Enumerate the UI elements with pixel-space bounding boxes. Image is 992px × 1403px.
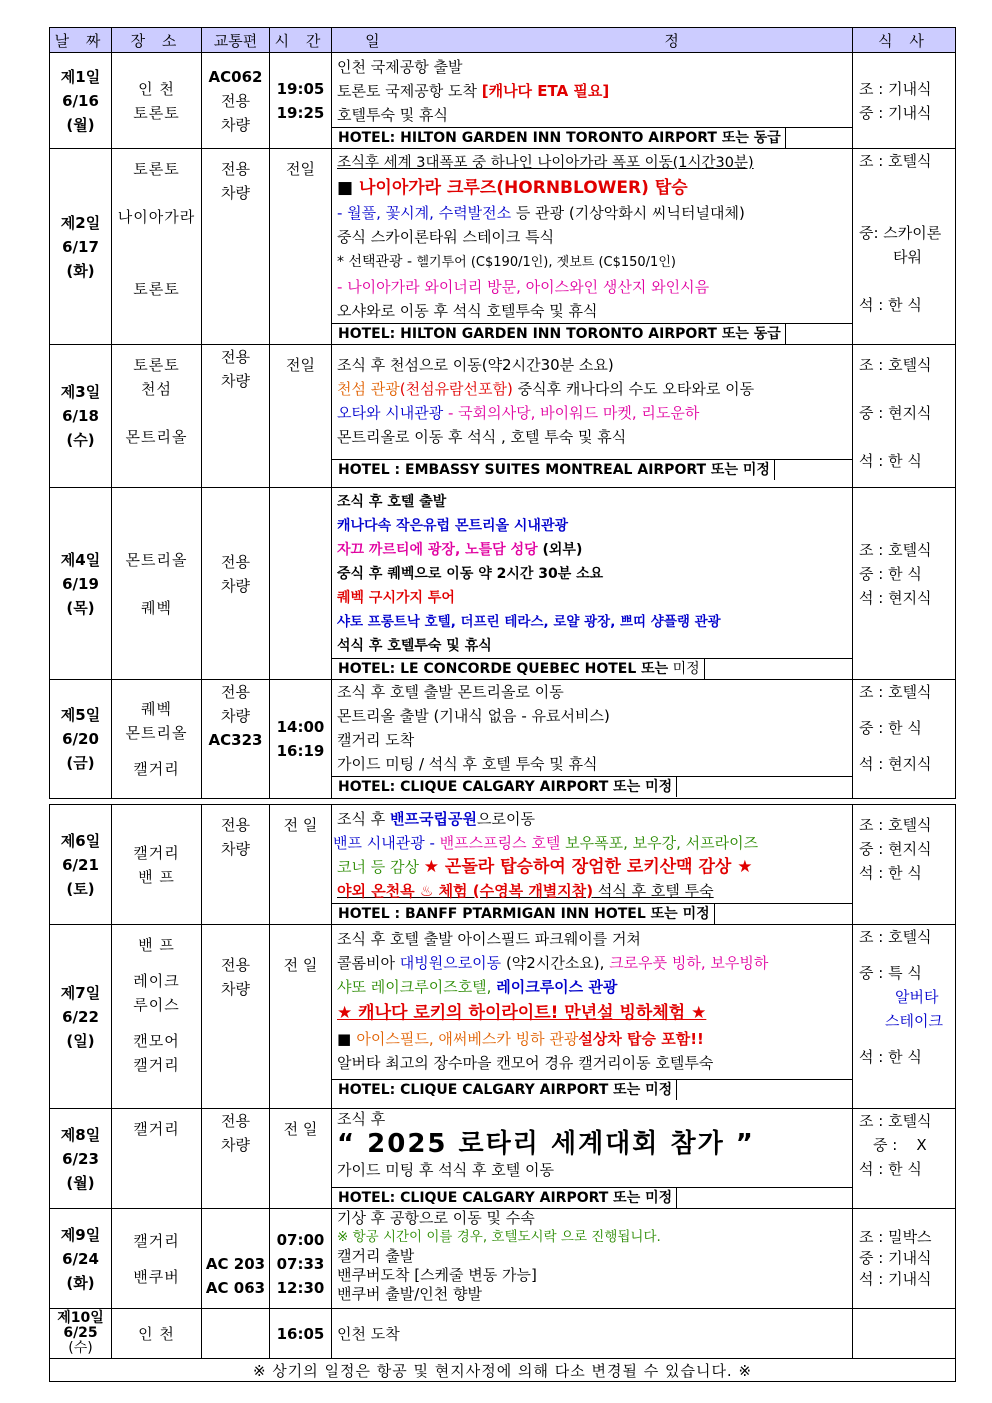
time-cell: 전일 [270, 149, 332, 345]
day-cell: 제8일 6/23 (월) [50, 1109, 112, 1209]
hotel-line: HOTEL: CLIQUE CALGARY AIRPORT 또는 미정 [332, 776, 852, 797]
itinerary-line: 몬트리올 출발 (기내식 없음 - 유료서비스) [337, 707, 610, 725]
itinerary-cell [332, 1209, 853, 1309]
itinerary-line: 인천 국제공항 출발 [337, 58, 463, 76]
transport-cell: 전용 차량 [202, 1109, 270, 1209]
itinerary-line: ★ 캐나다 로키의 하이라이트! 만년설 빙하체험 ★ [337, 1003, 707, 1023]
time-cell: 14:00 16:19 [270, 680, 332, 799]
footer-note-row [50, 1359, 956, 1382]
itinerary-line: 토론토 국제공항 도착 [캐나다 ETA 필요] [337, 82, 610, 100]
itinerary-line: 조식 후 호텔 출발 [337, 494, 447, 510]
itinerary-line: 조식 후 천섬으로 이동(약2시간30분 소요) [337, 356, 614, 374]
day-row-2 [50, 149, 956, 345]
itinerary-line: 조식 후 밴프국립공원으로이동 [337, 810, 535, 828]
day-row-10 [50, 1309, 956, 1359]
place-cell: 캘거리 밴쿠버 [112, 1209, 202, 1309]
header-place: 장 소 [112, 28, 202, 53]
time-cell: 전 일 [270, 925, 332, 1109]
transport-cell: 전용 차량 [202, 925, 270, 1109]
header-meal: 식 사 [853, 28, 956, 53]
itinerary-line: 캘거리 출발 [337, 1247, 415, 1265]
meal-cell: 조 : 기내식 중 : 기내식 [853, 53, 956, 149]
itinerary-line: 기상 후 공항으로 이동 및 수속 [337, 1209, 535, 1227]
day-cell: 제1일 6/16 (월) [50, 53, 112, 149]
itinerary-line: 코너 등 감상 ★ 곤돌라 탑승하여 장엄한 로키산맥 감상 ★ [337, 857, 753, 877]
meal-cell: 조 : 밀박스 중 : 기내식 석 : 기내식 [853, 1209, 956, 1309]
transport-cell: AC 203 AC 063 [202, 1209, 270, 1309]
hotel-line: HOTEL: CLIQUE CALGARY AIRPORT 또는 미정 [332, 1079, 852, 1100]
day-row-1 [50, 53, 956, 149]
day-cell: 제3일 6/18 (수) [50, 345, 112, 488]
day-row-3 [50, 345, 956, 488]
meal-cell: 조 : 호텔식 중 : 한 식 석 : 현지식 [853, 680, 956, 799]
place-cell: 밴 프 레이크 루이스 캔모어 캘거리 [112, 925, 202, 1109]
itinerary-cell [332, 1309, 853, 1359]
transport-cell [202, 1309, 270, 1359]
itinerary-line: 가이드 미팅 후 석식 후 호텔 이동 [337, 1161, 554, 1179]
day-row-7 [50, 925, 956, 1109]
day-cell: 제4일 6/19 (목) [50, 488, 112, 680]
place-cell: 캘거리 [112, 1109, 202, 1209]
day-row-4 [50, 488, 956, 680]
hotel-line: HOTEL: CLIQUE CALGARY AIRPORT 또는 미정 [332, 1187, 852, 1208]
time-cell: 전일 [270, 345, 332, 488]
itinerary-line: 가이드 미팅 / 석식 후 호텔 투숙 및 휴식 [337, 755, 598, 773]
day-row-9 [50, 1209, 956, 1309]
time-cell: 전 일 [270, 1109, 332, 1209]
itinerary-cell [332, 149, 853, 345]
itinerary-line: 퀘벡 구시가지 투어 [337, 590, 455, 606]
header-itinerary: 일 정 [332, 28, 853, 53]
itinerary-line: 중식 스카이론타워 스테이크 특식 [337, 228, 555, 246]
footer-note: ※ 상기의 일정은 항공 및 현지사정에 의해 다소 변경될 수 있습니다. ※ [50, 1359, 956, 1382]
itinerary-line: 샤토 프롱트낙 호텔, 더프린 테라스, 로얄 광장, 쁘띠 샹플랭 관광 [337, 614, 721, 630]
place-cell: 몬트리올 퀘벡 [112, 488, 202, 680]
itinerary-line: 야외 온천욕 ♨ 체험 (수영복 개별지참) 석식 후 호텔 투숙 [337, 882, 714, 900]
day-cell: 제2일 6/17 (화) [50, 149, 112, 345]
itinerary-line: 석식 후 호텔투숙 및 휴식 [337, 638, 492, 654]
hotel-line: HOTEL : BANFF PTARMIGAN INN HOTEL 또는 미정 [332, 903, 852, 924]
itinerary-line: 조식후 세계 3대폭포 중 하나인 나이아가라 폭포 이동(1시간30분) [337, 155, 754, 171]
time-cell: 전 일 [270, 805, 332, 925]
place-cell: 토론토 천섬 몬트리올 [112, 345, 202, 488]
itinerary-cell [332, 488, 853, 680]
itinerary-line: ■ 아이스필드, 애써베스카 빙하 관광설상차 탑승 포함!! [337, 1030, 704, 1048]
place-cell: 퀘벡 몬트리올 캘거리 [112, 680, 202, 799]
day-row-5 [50, 680, 956, 799]
hotel-line: HOTEL: HILTON GARDEN INN TORONTO AIRPORT 또는 동급 [332, 127, 852, 148]
itinerary-cell [332, 925, 853, 1109]
itinerary-line: - 나이아가라 와이너리 방문, 아이스와인 생산지 와인시음 [337, 278, 710, 296]
place-cell: 토론토 나이아가라 토론토 [112, 149, 202, 345]
meal-cell: 조 : 호텔식 중 : 현지식 석 : 한 식 [853, 345, 956, 488]
itinerary-cell [332, 805, 853, 925]
meal-cell: 조 : 호텔식 중 : X 석 : 한 식 [853, 1109, 956, 1209]
itinerary-cell [332, 53, 853, 149]
itinerary-line: 알버타 최고의 장수마을 캔모어 경유 캘거리이동 호텔투숙 [337, 1054, 714, 1072]
day-cell: 제9일 6/24 (화) [50, 1209, 112, 1309]
itinerary-line: 캘거리 도착 [337, 731, 415, 749]
transport-cell: 전용 차량 AC323 [202, 680, 270, 799]
itinerary-line: 자끄 까르티에 광장, 노틀담 성당 (외부) [337, 542, 583, 558]
itinerary-line: 호텔투숙 및 휴식 [337, 106, 448, 124]
transport-cell: 전용 차량 [202, 805, 270, 925]
hotel-line: HOTEL: LE CONCORDE QUEBEC HOTEL 또는 미정 [332, 658, 852, 679]
itinerary-cell [332, 1109, 853, 1209]
time-cell: 07:00 07:33 12:30 [270, 1209, 332, 1309]
itinerary-line: 밴프 시내관광 - 밴프스프링스 호텔 보우폭포, 보우강, 서프라이즈 [333, 834, 759, 852]
itinerary-line: 몬트리올로 이동 후 석식 , 호텔 투숙 및 휴식 [337, 428, 627, 446]
hotel-line: HOTEL : EMBASSY SUITES MONTREAL AIRPORT 또는 미정 [332, 459, 852, 480]
meal-cell: 조 : 호텔식 중 : 한 식 석 : 현지식 [853, 488, 956, 680]
meal-cell: 조 : 호텔식 중 : 특 식 알버타 스테이크 석 : 한 식 [853, 925, 956, 1109]
meal-cell: 조 : 호텔식 중 : 현지식 석 : 한 식 [853, 805, 956, 925]
itinerary-line: * 선택관광 - 헬기투어 (C$190/1인), 젯보트 (C$150/1인) [337, 254, 676, 270]
day-cell: 제6일 6/21 (토) [50, 805, 112, 925]
time-cell: 16:05 [270, 1309, 332, 1359]
itinerary-line: 캐나다속 작은유럽 몬트리올 시내관광 [337, 518, 569, 534]
itinerary-line: 조식 후 [337, 1110, 386, 1128]
itinerary-sheet [49, 27, 955, 1382]
place-cell: 인 천 토론토 [112, 53, 202, 149]
itinerary-line: - 월풀, 꽃시계, 수력발전소 등 관광 (기상악화시 씨닉터널대체) [337, 204, 745, 222]
time-cell: 19:05 19:25 [270, 53, 332, 149]
meal-cell [853, 1309, 956, 1359]
itinerary-line: 오타와 시내관광 - 국회의사당, 바이워드 마켓, 리도운하 [337, 404, 700, 422]
day-row-8 [50, 1109, 956, 1209]
header-transport: 교통편 [202, 28, 270, 53]
itinerary-line: ■ 나이아가라 크루즈(HORNBLOWER) 탑승 [337, 178, 688, 198]
day-cell: 제10일 6/25 (수) [50, 1309, 112, 1359]
itinerary-table [49, 27, 956, 1382]
place-cell: 인 천 [112, 1309, 202, 1359]
time-cell [270, 488, 332, 680]
itinerary-line: 샤또 레이크루이즈호텔, 레이크루이스 관광 [337, 978, 618, 996]
place-cell: 캘거리 밴 프 [112, 805, 202, 925]
day-row-6 [50, 805, 956, 925]
itinerary-line: 콜롬비아 대빙원으로이동 (약2시간소요), 크로우풋 빙하, 보우빙하 [337, 954, 769, 972]
itinerary-cell [332, 680, 853, 799]
day-cell: 제5일 6/20 (금) [50, 680, 112, 799]
transport-cell: 전용 차량 [202, 345, 270, 488]
header-time: 시 간 [270, 28, 332, 53]
meal-cell: 조 : 호텔식 중: 스카이론 타워 석 : 한 식 [853, 149, 956, 345]
itinerary-line: ※ 항공 시간이 이를 경우, 호텔도시락 으로 진행됩니다. [337, 1229, 661, 1245]
header-row [50, 28, 956, 53]
itinerary-line: 조식 후 호텔 출발 몬트리올로 이동 [337, 683, 564, 701]
itinerary-line: 조식 후 호텔 출발 아이스필드 파크웨이를 거쳐 [337, 930, 641, 948]
itinerary-cell [332, 345, 853, 488]
transport-cell: 전용 차량 [202, 149, 270, 345]
itinerary-line: 인천 도착 [337, 1324, 400, 1343]
transport-cell: AC062 전용 차량 [202, 53, 270, 149]
itinerary-line: 천섬 관광(천섬유람선포함) 중식후 캐나다의 수도 오타와로 이동 [337, 380, 755, 398]
itinerary-line: 중식 후 퀘벡으로 이동 약 2시간 30분 소요 [337, 566, 604, 582]
header-date: 날 짜 [50, 28, 112, 53]
itinerary-line: 오샤와로 이동 후 석식 호텔투숙 및 휴식 [337, 302, 598, 320]
transport-cell: 전용 차량 [202, 488, 270, 680]
itinerary-line: 밴쿠버 출발/인천 향발 [337, 1285, 483, 1303]
itinerary-line: “ 2025 로타리 세계대회 참가 ” [337, 1129, 755, 1159]
itinerary-line: 밴쿠버도착 [스케줄 변동 가능] [337, 1266, 537, 1284]
hotel-line: HOTEL: HILTON GARDEN INN TORONTO AIRPORT 또는 동급 [332, 323, 852, 344]
day-cell: 제7일 6/22 (일) [50, 925, 112, 1109]
